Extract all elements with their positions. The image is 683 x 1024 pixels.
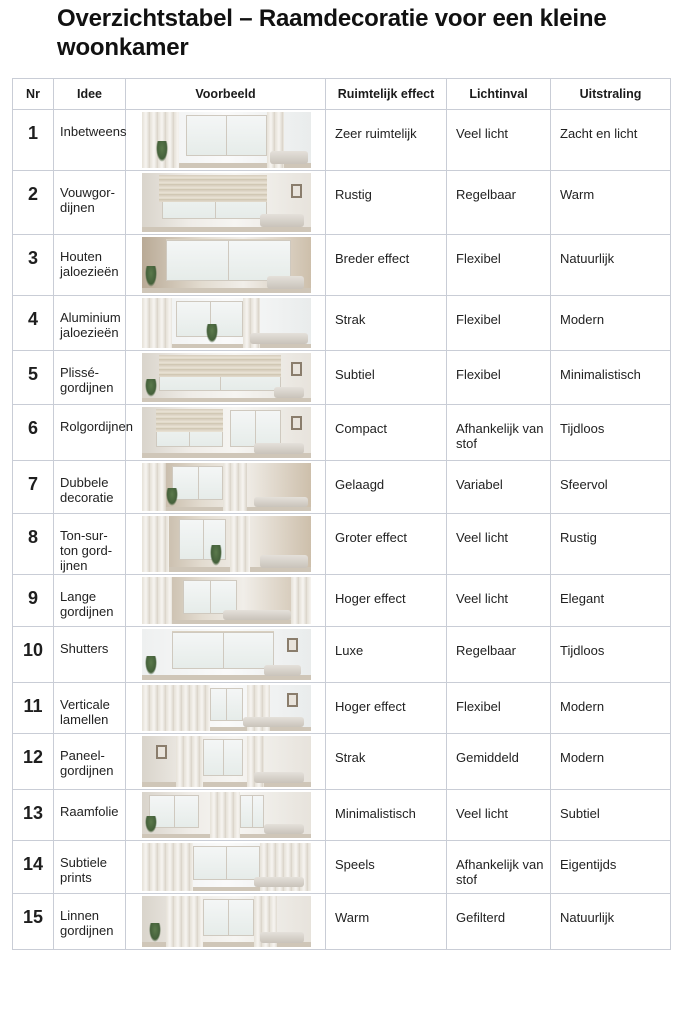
table-row (13, 405, 671, 461)
idea-cell: Aluminium jaloezieën (54, 296, 126, 351)
light-cell: Gefilterd (447, 894, 551, 950)
spatial-effect-cell: Warm (326, 894, 447, 950)
idea-cell: Inbetweens (54, 110, 126, 171)
idea-cell: Verticale lamellen (54, 683, 126, 734)
example-cell (126, 734, 326, 790)
light-cell: Flexibel (447, 296, 551, 351)
row-number: 14 (13, 841, 54, 894)
table-row (13, 575, 671, 627)
example-cell (126, 627, 326, 683)
example-cell (126, 296, 326, 351)
example-photo-aluminium-blinds-living-room (142, 298, 311, 348)
appearance-cell: Elegant (551, 575, 671, 627)
spatial-effect-cell: Strak (326, 734, 447, 790)
appearance-cell: Modern (551, 296, 671, 351)
light-cell: Flexibel (447, 235, 551, 296)
idea-cell: Lange gordijnen (54, 575, 126, 627)
example-cell (126, 235, 326, 296)
example-photo-printed-sheer-curtains (142, 843, 311, 891)
example-photo-long-curtains (142, 577, 311, 624)
light-cell: Gemiddeld (447, 734, 551, 790)
row-number: 7 (13, 461, 54, 514)
example-photo-layered-curtains (142, 463, 311, 511)
light-cell: Veel licht (447, 110, 551, 171)
idea-cell: Ton-sur-ton gord-ijnen (54, 514, 126, 575)
light-cell: Regelbaar (447, 627, 551, 683)
row-number: 8 (13, 514, 54, 575)
example-photo-panel-curtains (142, 736, 311, 787)
spatial-effect-cell: Rustig (326, 171, 447, 235)
spatial-effect-cell: Minimalistisch (326, 790, 447, 841)
spatial-effect-cell: Speels (326, 841, 447, 894)
row-number: 10 (13, 627, 54, 683)
row-number: 1 (13, 110, 54, 171)
spatial-effect-cell: Zeer ruimtelijk (326, 110, 447, 171)
example-cell (126, 514, 326, 575)
example-photo-pleated-blinds (142, 353, 311, 402)
example-cell (126, 790, 326, 841)
table-row (13, 734, 671, 790)
column-header-idee: Idee (54, 79, 126, 110)
idea-cell: Paneel-gordijnen (54, 734, 126, 790)
spatial-effect-cell: Hoger effect (326, 575, 447, 627)
example-cell (126, 351, 326, 405)
light-cell: Regelbaar (447, 171, 551, 235)
idea-cell: Dubbele decoratie (54, 461, 126, 514)
table-row (13, 683, 671, 734)
row-number: 9 (13, 575, 54, 627)
light-cell: Flexibel (447, 683, 551, 734)
example-cell (126, 841, 326, 894)
idea-cell: Plissé-gordijnen (54, 351, 126, 405)
spatial-effect-cell: Gelaagd (326, 461, 447, 514)
example-cell (126, 575, 326, 627)
table-row (13, 461, 671, 514)
column-header-uitstraling: Uitstraling (551, 79, 671, 110)
appearance-cell: Minimalistisch (551, 351, 671, 405)
example-cell (126, 171, 326, 235)
example-cell (126, 894, 326, 950)
example-photo-wooden-venetian-blinds (142, 237, 311, 293)
row-number: 11 (13, 683, 54, 734)
table-row (13, 841, 671, 894)
table-row (13, 514, 671, 575)
table-row (13, 894, 671, 950)
example-photo-tone-on-tone-curtains (142, 516, 311, 572)
light-cell: Veel licht (447, 790, 551, 841)
row-number: 4 (13, 296, 54, 351)
row-number: 3 (13, 235, 54, 296)
example-photo-roman-blind-living-room (142, 173, 311, 232)
light-cell: Flexibel (447, 351, 551, 405)
idea-cell: Shutters (54, 627, 126, 683)
table-row (13, 171, 671, 235)
appearance-cell: Natuurlijk (551, 235, 671, 296)
idea-cell: Linnen gordijnen (54, 894, 126, 950)
appearance-cell: Subtiel (551, 790, 671, 841)
appearance-cell: Zacht en licht (551, 110, 671, 171)
light-cell: Veel licht (447, 514, 551, 575)
example-photo-window-film (142, 792, 311, 838)
light-cell: Variabel (447, 461, 551, 514)
example-photo-window-shutters (142, 629, 311, 680)
row-number: 12 (13, 734, 54, 790)
example-cell (126, 405, 326, 461)
idea-cell: Raamfolie (54, 790, 126, 841)
appearance-cell: Eigentijds (551, 841, 671, 894)
table-header-row (13, 79, 671, 110)
spatial-effect-cell: Luxe (326, 627, 447, 683)
example-photo-linen-curtains (142, 896, 311, 947)
row-number: 15 (13, 894, 54, 950)
column-header-voorbeeld: Voorbeeld (126, 79, 326, 110)
table-row (13, 627, 671, 683)
table-row (13, 296, 671, 351)
example-cell (126, 110, 326, 171)
overview-table (12, 78, 671, 950)
idea-cell: Vouwgor-dijnen (54, 171, 126, 235)
spatial-effect-cell: Subtiel (326, 351, 447, 405)
row-number: 2 (13, 171, 54, 235)
appearance-cell: Modern (551, 734, 671, 790)
idea-cell: Rolgordijnen (54, 405, 126, 461)
light-cell: Veel licht (447, 575, 551, 627)
table-row (13, 110, 671, 171)
example-photo-roller-blinds (142, 407, 311, 458)
appearance-cell: Rustig (551, 514, 671, 575)
page-title: Overzichtstabel – Raamdecoratie voor een kleine woonkamer (57, 5, 607, 61)
appearance-cell: Modern (551, 683, 671, 734)
spatial-effect-cell: Strak (326, 296, 447, 351)
column-header-nr: Nr (13, 79, 54, 110)
example-cell (126, 461, 326, 514)
table-row (13, 790, 671, 841)
column-header-ruimtelijk-effect: Ruimtelijk effect (326, 79, 447, 110)
row-number: 6 (13, 405, 54, 461)
table-row (13, 235, 671, 296)
spatial-effect-cell: Compact (326, 405, 447, 461)
appearance-cell: Tijdloos (551, 405, 671, 461)
spatial-effect-cell: Breder effect (326, 235, 447, 296)
column-header-lichtinval: Lichtinval (447, 79, 551, 110)
spatial-effect-cell: Hoger effect (326, 683, 447, 734)
example-photo-sheer-inbetween-curtains-living-room (142, 112, 311, 168)
row-number: 13 (13, 790, 54, 841)
idea-cell: Subtiele prints (54, 841, 126, 894)
appearance-cell: Sfeervol (551, 461, 671, 514)
spatial-effect-cell: Groter effect (326, 514, 447, 575)
light-cell: Afhankelijk van stof (447, 405, 551, 461)
row-number: 5 (13, 351, 54, 405)
appearance-cell: Warm (551, 171, 671, 235)
appearance-cell: Tijdloos (551, 627, 671, 683)
idea-cell: Houten jaloezieën (54, 235, 126, 296)
table-row (13, 351, 671, 405)
appearance-cell: Natuurlijk (551, 894, 671, 950)
example-cell (126, 683, 326, 734)
example-photo-vertical-blinds (142, 685, 311, 731)
light-cell: Afhankelijk van stof (447, 841, 551, 894)
